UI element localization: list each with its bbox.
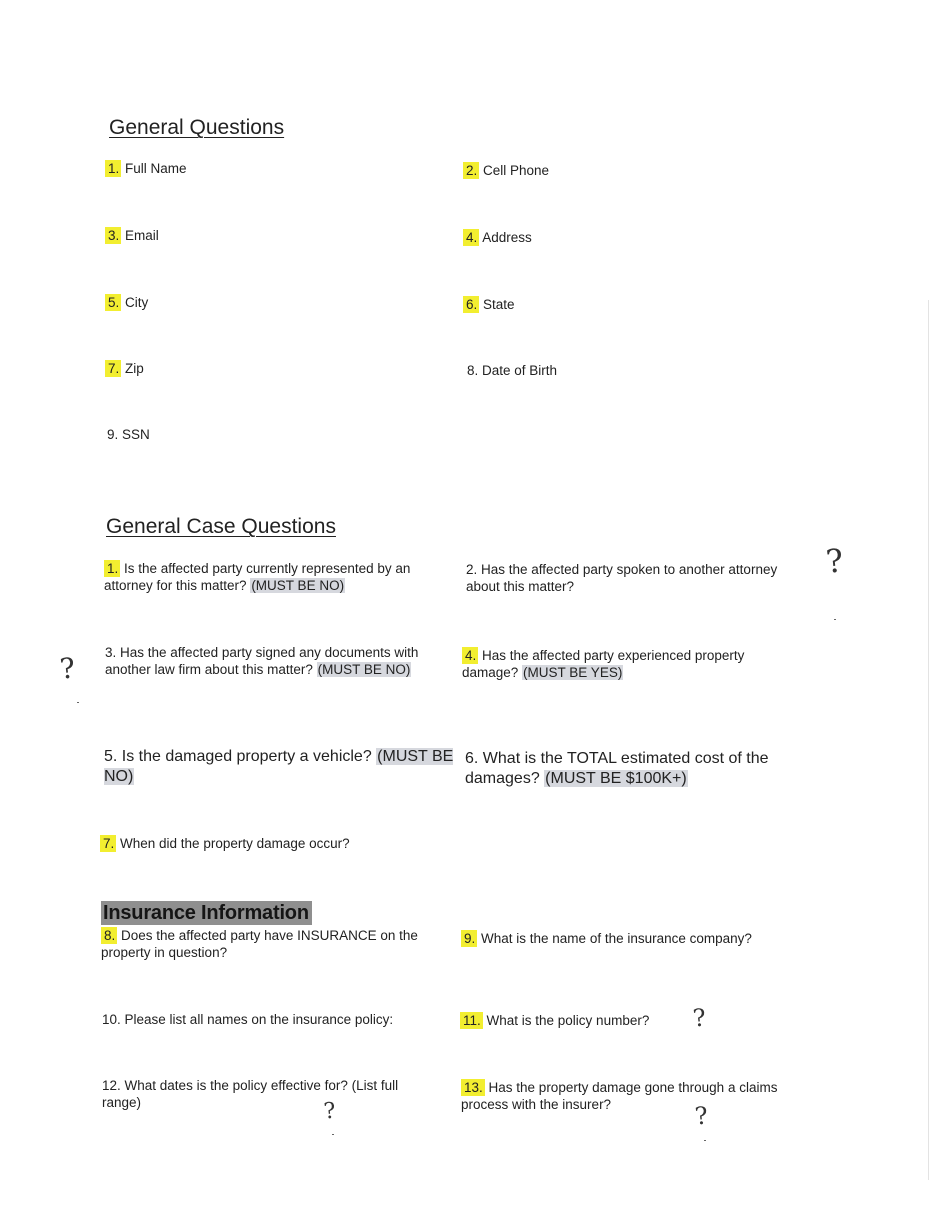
question-text: Date of Birth [478, 363, 558, 378]
insurance-question-claims-process [461, 1080, 806, 1113]
question-number: 4. [463, 229, 479, 246]
question-text: Cell Phone [479, 163, 550, 178]
scan-speck [332, 1134, 334, 1135]
requirement-note: (MUST BE NO) [251, 577, 345, 593]
insurance-question-policy-number [460, 1013, 649, 1030]
question-number: 2. [466, 562, 478, 577]
case-question-represented [104, 561, 446, 594]
question-text: Is the damaged property a vehicle? [117, 748, 377, 765]
question-city [105, 295, 148, 312]
question-text: Please list all names on the insurance policy: [120, 1012, 394, 1027]
handwritten-question-mark: ? [58, 651, 77, 686]
question-number: 11. [460, 1012, 483, 1029]
question-address [463, 230, 532, 247]
question-number: 5. [104, 748, 118, 765]
question-text: Does the affected party have INSURANCE on the property in question? [101, 928, 418, 960]
question-number: 12. [102, 1078, 121, 1093]
requirement-note: (MUST BE NO) [317, 661, 411, 677]
question-cell-phone [463, 163, 549, 180]
insurance-question-company-name [461, 931, 752, 948]
scan-speck [77, 702, 79, 703]
question-number: 2. [463, 162, 479, 179]
question-number: 1. [104, 560, 120, 577]
question-text: What dates is the policy effective for? (List full range) [102, 1078, 399, 1110]
question-zip [105, 361, 144, 378]
case-question-damage-date [100, 836, 350, 853]
question-number: 7. [100, 835, 116, 852]
handwritten-question-mark: ? [691, 1003, 708, 1033]
requirement-note: (MUST BE $100K+) [545, 770, 687, 787]
question-number: 6. [463, 296, 479, 313]
handwritten-question-mark: ? [693, 1101, 710, 1131]
question-number: 1. [105, 160, 121, 177]
question-number: 8. [101, 927, 117, 944]
section-title-insurance-information: Insurance Information [101, 901, 312, 925]
insurance-question-names-on-policy [102, 1012, 393, 1029]
question-text: Zip [121, 361, 144, 376]
question-number: 4. [462, 647, 478, 664]
question-text: Has the affected party signed any documents with another law firm about this matter? [105, 645, 419, 677]
question-text: What is the TOTAL estimated cost of the damages? [465, 750, 769, 787]
question-text: Has the affected party spoken to another attorney about this matter? [466, 562, 778, 594]
case-question-total-cost [465, 749, 805, 789]
insurance-question-has-insurance [101, 928, 446, 961]
scan-speck [704, 1140, 706, 1141]
question-number: 6. [465, 750, 479, 767]
question-number: 3. [105, 227, 121, 244]
question-number: 9. [461, 930, 477, 947]
question-number: 9. [107, 427, 119, 442]
question-full-name [105, 161, 187, 178]
section-title-general-questions: General Questions [109, 116, 285, 139]
question-number: 5. [105, 294, 121, 311]
question-number: 13. [461, 1079, 485, 1096]
handwritten-question-mark: ? [322, 1098, 338, 1125]
question-text: What is the name of the insurance company? [477, 931, 752, 946]
question-text: When did the property damage occur? [116, 836, 350, 851]
handwritten-question-mark: ? [824, 541, 846, 581]
question-text: Is the affected party currently represented by an attorney for this matter? [104, 561, 411, 593]
case-question-vehicle [104, 747, 456, 787]
question-email [105, 228, 159, 245]
question-text: State [479, 297, 515, 312]
question-ssn [107, 427, 150, 444]
case-question-signed-documents [105, 645, 450, 678]
question-text: Full Name [121, 161, 187, 176]
question-number: 7. [105, 360, 121, 377]
question-text: Address [479, 230, 532, 245]
scan-edge-line [928, 300, 929, 1180]
scan-speck [834, 619, 836, 620]
question-state [463, 297, 515, 314]
question-date-of-birth [467, 363, 557, 380]
question-number: 8. [467, 363, 479, 378]
question-text: Has the property damage gone through a claims process with the insurer? [461, 1080, 778, 1112]
question-text: SSN [118, 427, 150, 442]
case-question-property-damage [462, 648, 787, 681]
insurance-question-policy-dates [102, 1078, 437, 1111]
section-title-general-case-questions: General Case Questions [106, 515, 336, 538]
question-number: 3. [105, 645, 117, 660]
question-text: Email [121, 228, 159, 243]
question-text: What is the policy number? [482, 1013, 650, 1028]
requirement-note: (MUST BE NO) [104, 748, 454, 785]
question-text: Has the affected party experienced property damage? [462, 648, 745, 680]
question-number: 10. [102, 1012, 121, 1027]
requirement-note: (MUST BE YES) [523, 664, 623, 680]
question-text: City [121, 295, 149, 310]
case-question-other-attorney [466, 562, 811, 595]
